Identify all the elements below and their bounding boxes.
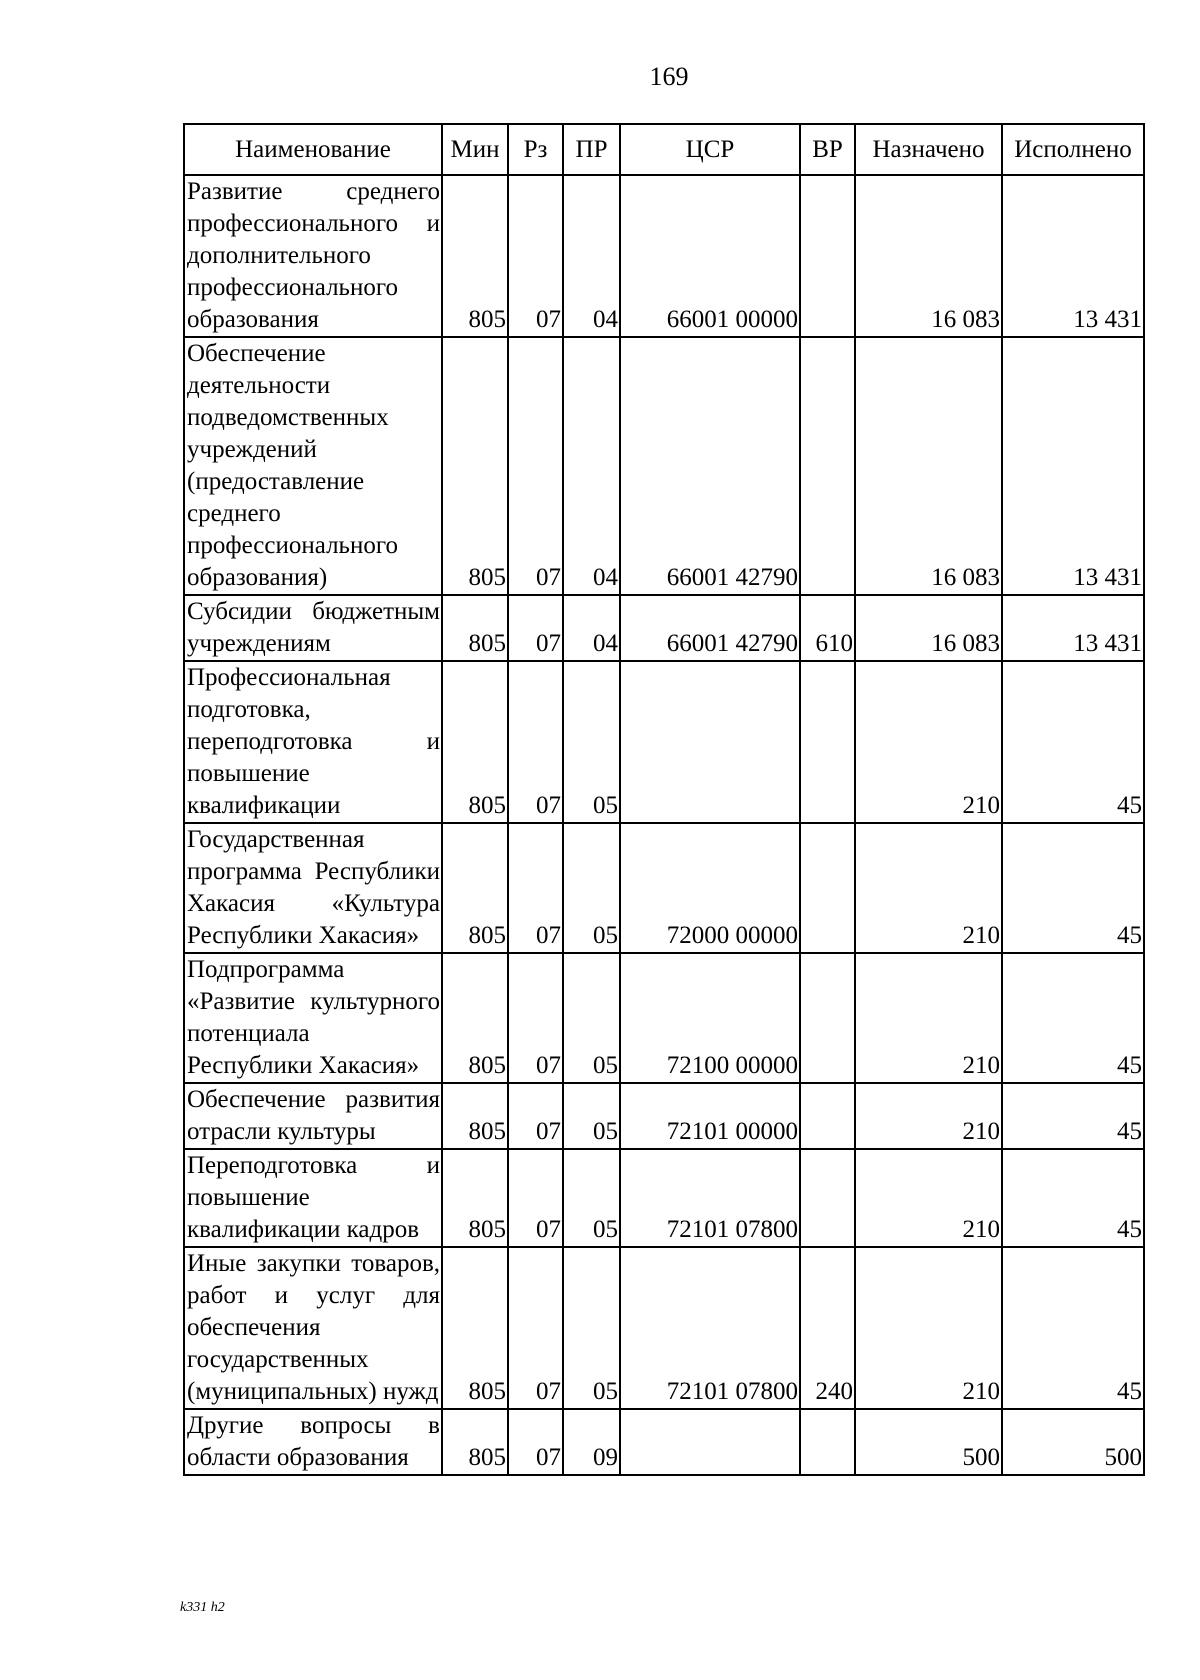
row-rz: 07 [508, 337, 563, 595]
row-name: Развитие среднего профессионального и дополнительного профессионального образования [184, 175, 442, 337]
row-min: 805 [442, 823, 508, 953]
table-row [184, 175, 1144, 337]
row-pr: 04 [563, 337, 620, 595]
row-vr [800, 823, 855, 953]
row-min: 805 [442, 1149, 508, 1247]
row-assigned: 500 [855, 1409, 1002, 1475]
row-assigned: 16 083 [855, 595, 1002, 661]
row-min: 805 [442, 1409, 508, 1475]
row-min: 805 [442, 595, 508, 661]
row-vr [800, 337, 855, 595]
row-csr: 72101 07800 [620, 1149, 800, 1247]
row-min: 805 [442, 1083, 508, 1149]
row-executed: 45 [1002, 953, 1144, 1083]
row-rz: 07 [508, 1149, 563, 1247]
row-csr: 72000 00000 [620, 823, 800, 953]
table-row [184, 1083, 1144, 1149]
row-vr [800, 953, 855, 1083]
row-min: 805 [442, 953, 508, 1083]
row-vr [800, 661, 855, 823]
row-pr: 04 [563, 175, 620, 337]
row-min: 805 [442, 337, 508, 595]
row-name: Профессиональная подготовка, переподготовка и повышение квалификации [184, 661, 442, 823]
row-vr: 240 [800, 1247, 855, 1409]
table-row [184, 1247, 1144, 1409]
row-vr [800, 175, 855, 337]
row-csr [620, 661, 800, 823]
row-csr: 72101 07800 [620, 1247, 800, 1409]
row-executed: 13 431 [1002, 175, 1144, 337]
row-name: Государственная программа Республики Хакасия «Культура Республики Хакасия» [184, 823, 442, 953]
row-csr: 66001 42790 [620, 337, 800, 595]
budget-table [183, 123, 1145, 1476]
header-rz: Рз [508, 124, 563, 175]
row-pr: 05 [563, 823, 620, 953]
row-min: 805 [442, 1247, 508, 1409]
row-pr: 05 [563, 1247, 620, 1409]
header-executed: Исполнено [1002, 124, 1144, 175]
row-rz: 07 [508, 1409, 563, 1475]
row-vr [800, 1083, 855, 1149]
row-rz: 07 [508, 595, 563, 661]
row-pr: 05 [563, 953, 620, 1083]
row-executed: 13 431 [1002, 337, 1144, 595]
table-header-row [184, 124, 1144, 175]
row-rz: 07 [508, 175, 563, 337]
row-rz: 07 [508, 661, 563, 823]
row-vr [800, 1409, 855, 1475]
row-assigned: 16 083 [855, 337, 1002, 595]
row-name: Подпрограмма «Развитие культурного потенциала Республики Хакасия» [184, 953, 442, 1083]
header-vr: ВР [800, 124, 855, 175]
header-name: Наименование [184, 124, 442, 175]
header-pr: ПР [563, 124, 620, 175]
row-csr [620, 1409, 800, 1475]
row-vr: 610 [800, 595, 855, 661]
row-name: Иные закупки товаров, работ и услуг для обеспечения государственных (муниципальных) нужд [184, 1247, 442, 1409]
row-assigned: 210 [855, 823, 1002, 953]
row-rz: 07 [508, 1083, 563, 1149]
row-executed: 45 [1002, 1083, 1144, 1149]
row-executed: 13 431 [1002, 595, 1144, 661]
table-row [184, 595, 1144, 661]
header-assigned: Назначено [855, 124, 1002, 175]
row-min: 805 [442, 661, 508, 823]
row-executed: 45 [1002, 1247, 1144, 1409]
row-rz: 07 [508, 953, 563, 1083]
row-executed: 45 [1002, 661, 1144, 823]
row-name: Субсидии бюджетным учреждениям [184, 595, 442, 661]
row-rz: 07 [508, 823, 563, 953]
row-vr [800, 1149, 855, 1247]
row-assigned: 210 [855, 1149, 1002, 1247]
row-pr: 05 [563, 1149, 620, 1247]
row-assigned: 210 [855, 1247, 1002, 1409]
row-assigned: 210 [855, 1083, 1002, 1149]
header-min: Мин [442, 124, 508, 175]
row-csr: 66001 00000 [620, 175, 800, 337]
row-assigned: 210 [855, 953, 1002, 1083]
row-pr: 05 [563, 661, 620, 823]
row-pr: 05 [563, 1083, 620, 1149]
row-name: Обеспечение деятельности подведомственных учреждений (предоставление среднего профессионального образования) [184, 337, 442, 595]
table-row [184, 1409, 1144, 1475]
row-csr: 72101 00000 [620, 1083, 800, 1149]
row-pr: 04 [563, 595, 620, 661]
row-assigned: 16 083 [855, 175, 1002, 337]
row-csr: 72100 00000 [620, 953, 800, 1083]
row-executed: 45 [1002, 823, 1144, 953]
header-csr: ЦСР [620, 124, 800, 175]
row-executed: 500 [1002, 1409, 1144, 1475]
table-row [184, 1149, 1144, 1247]
row-rz: 07 [508, 1247, 563, 1409]
row-assigned: 210 [855, 661, 1002, 823]
row-min: 805 [442, 175, 508, 337]
document-code: k331 h2 [180, 1600, 225, 1615]
row-csr: 66001 42790 [620, 595, 800, 661]
row-pr: 09 [563, 1409, 620, 1475]
row-name: Другие вопросы в области образования [184, 1409, 442, 1475]
table-row [184, 823, 1144, 953]
row-name: Обеспечение развития отрасли культуры [184, 1083, 442, 1149]
row-executed: 45 [1002, 1149, 1144, 1247]
row-name: Переподготовка и повышение квалификации кадров [184, 1149, 442, 1247]
table-row [184, 337, 1144, 595]
table-row [184, 953, 1144, 1083]
page-number: 169 [649, 62, 689, 91]
table-row [184, 661, 1144, 823]
